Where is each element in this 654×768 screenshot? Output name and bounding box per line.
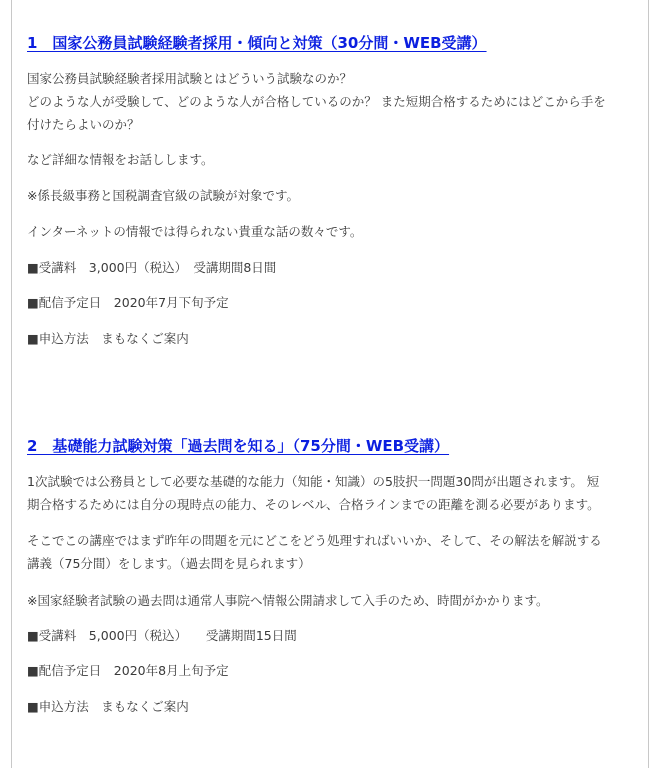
- section2-apply: ■申込方法 まもなくご案内: [27, 699, 189, 714]
- section2-note: ※国家経験者試験の過去問は通常人事院へ情報公開請求して入手のため、時間がかかります。: [27, 593, 549, 608]
- section1-internet: インターネットの情報では得られない貴重な話の数々です。: [27, 224, 363, 239]
- section1-note: ※係長級事務と国税調査官級の試験が対象です。: [27, 188, 299, 203]
- section2-p1-line1: 1次試験では公務員として必要な基礎的な能力（知能・知識）の5肢択一問題30問が出題されます。 短: [27, 474, 600, 489]
- section2-p1-line2: 期合格するためには自分の現時点の能力、そのレベル、合格ラインまでの距離を測る必要があります。: [27, 497, 600, 512]
- section2-p2-line2: 講義（75分間）をします。（過去問を見られます）: [27, 556, 311, 571]
- section1-apply: ■申込方法 まもなくご案内: [27, 331, 189, 346]
- section1-details: など詳細な情報をお話しします。: [27, 152, 214, 167]
- section1-heading-link[interactable]: 1 国家公務員試験経験者採用・傾向と対策（30分間・WEB受講）: [27, 34, 487, 52]
- section2-heading-link[interactable]: 2 基礎能力試験対策「過去問を知る」（75分間・WEB受講）: [27, 437, 450, 455]
- section2-fee: ■受講料 5,000円（税込） 受講期間15日間: [27, 628, 297, 643]
- section1-intro-line3: 付けたらよいのか？: [27, 117, 140, 132]
- section1-intro-line2: どのような人が受験して、どのような人が合格しているのか？ また短期合格するためにはどこから手を: [27, 94, 606, 109]
- section1-delivery: ■配信予定日 2020年7月下旬予定: [27, 295, 229, 310]
- section1-intro: [27, 67, 632, 136]
- section2-paragraph2: [27, 529, 632, 575]
- section1-intro-line1: 国家公務員試験経験者採用試験とはどういう試験なのか？: [27, 71, 353, 86]
- section2-p2-line1: そこでこの講座ではまず昨年の問題を元にどこをどう処理すればいいか、そして、その解法を解説する: [27, 533, 602, 548]
- section2-paragraph1: [27, 470, 632, 516]
- section1-fee: ■受講料 3,000円（税込） 受講期間8日間: [27, 260, 277, 275]
- section2-delivery: ■配信予定日 2020年8月上旬予定: [27, 663, 229, 678]
